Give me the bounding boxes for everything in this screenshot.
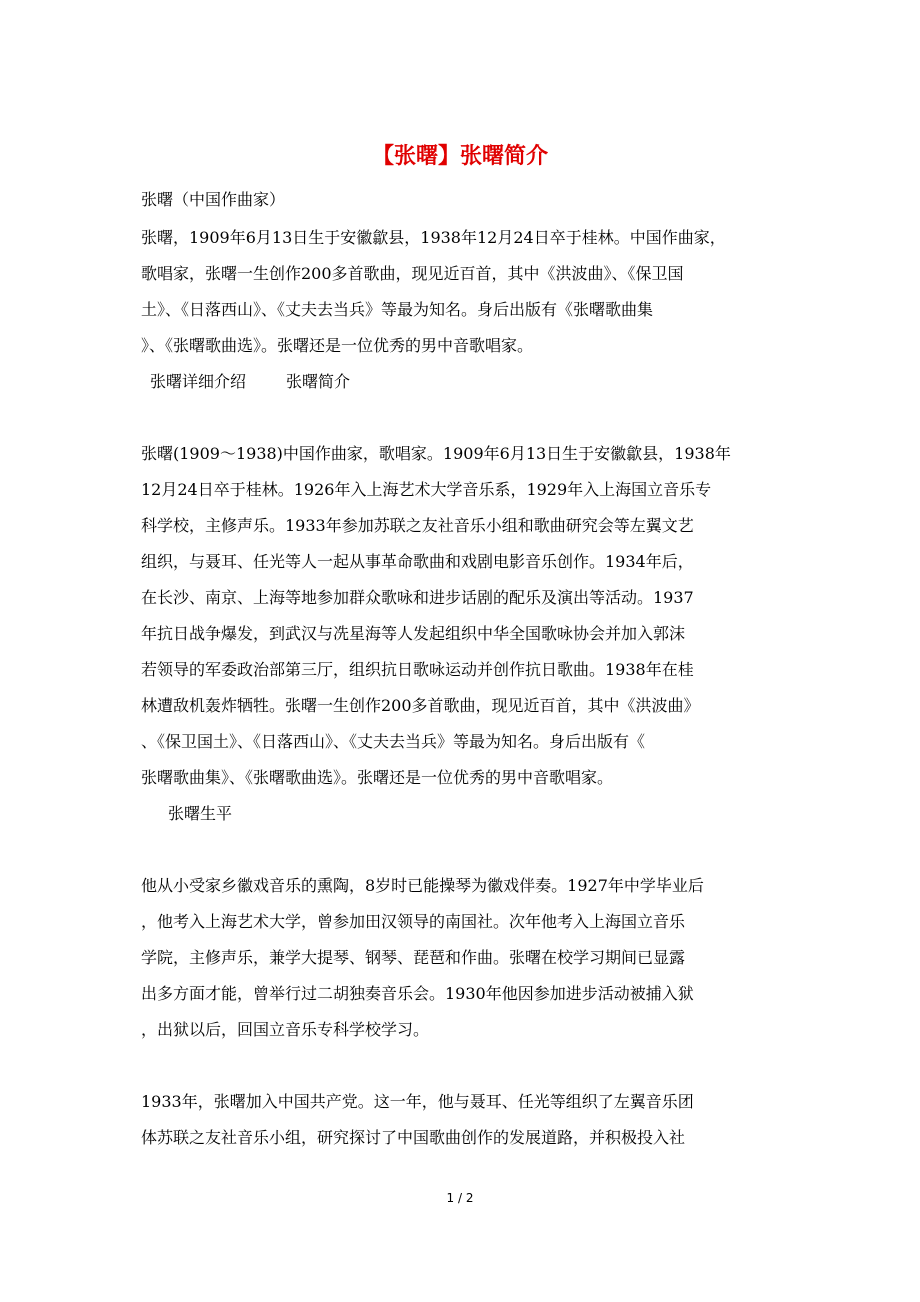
sub-links xyxy=(150,370,790,394)
life-line: ，出狱以后，回国立音乐专科学校学习。 xyxy=(141,1020,430,1039)
bio-line: 年抗日战争爆发，到武汉与冼星海等人发起组织中华全国歌咏协会并加入郭沫 xyxy=(141,624,686,643)
brief-link[interactable]: 张曙简介 xyxy=(286,372,351,391)
intro-line: 歌唱家，张曙一生创作200多首歌曲，现见近百首，其中《洪波曲》、《保卫国 xyxy=(141,264,684,283)
life-line: ，他考入上海艺术大学，曾参加田汉领导的南国社。次年他考入上海国立音乐 xyxy=(141,912,686,931)
intro-line: 张曙，1909年6月13日生于安徽歙县，1938年12月24日卒于桂林。中国作曲家， xyxy=(141,228,726,247)
page-indicator: 1 / 2 xyxy=(446,1191,474,1205)
bio-line: 组织，与聂耳、任光等人一起从事革命歌曲和戏剧电影音乐创作。1934年后， xyxy=(141,552,694,571)
party-line: 体苏联之友社音乐小组，研究探讨了中国歌曲创作的发展道路，并积极投入社 xyxy=(141,1128,686,1147)
bio-line: 林遭敌机轰炸牺牲。张曙一生创作200多首歌曲，现见近百首，其中《洪波曲》 xyxy=(141,696,700,715)
bio-line: 、《保卫国土》、《日落西山》、《丈夫去当兵》等最为知名。身后出版有《 xyxy=(141,732,646,751)
subtitle: 张曙（中国作曲家） xyxy=(141,190,286,209)
intro-line: 土》、《日落西山》、《丈夫去当兵》等最为知名。身后出版有《张曙歌曲集 xyxy=(141,300,654,319)
section-heading: 张曙生平 xyxy=(168,804,233,823)
bio-line: 12月24日卒于桂林。1926年入上海艺术大学音乐系，1929年入上海国立音乐专 xyxy=(141,480,712,499)
bio-line: 张曙歌曲集》、《张曙歌曲选》。张曙还是一位优秀的男中音歌唱家。 xyxy=(141,768,614,787)
bio-line: 张曙(1909～1938)中国作曲家，歌唱家。1909年6月13日生于安徽歙县，1938年 xyxy=(141,444,731,463)
life-line: 学院，主修声乐，兼学大提琴、钢琴、琵琶和作曲。张曙在校学习期间已显露 xyxy=(141,948,686,967)
bio-line: 在长沙、南京、上海等地参加群众歌咏和进步话剧的配乐及演出等活动。1937 xyxy=(141,588,694,607)
intro-line: 》、《张曙歌曲选》。张曙还是一位优秀的男中音歌唱家。 xyxy=(141,336,534,355)
party-line: 1933年，张曙加入中国共产党。这一年，他与聂耳、任光等组织了左翼音乐团 xyxy=(141,1092,694,1111)
life-line: 他从小受家乡徽戏音乐的熏陶，8岁时已能操琴为徽戏伴奏。1927年中学毕业后 xyxy=(141,876,704,895)
life-line: 出多方面才能，曾举行过二胡独奏音乐会。1930年他因参加进步活动被捕入狱 xyxy=(141,984,694,1003)
bio-line: 若领导的军委政治部第三厅，组织抗日歌咏运动并创作抗日歌曲。1938年在桂 xyxy=(141,660,694,679)
document-title: 【张曙】张曙简介 xyxy=(371,143,548,169)
detail-link[interactable]: 张曙详细介绍 xyxy=(150,372,247,391)
bio-line: 科学校，主修声乐。1933年参加苏联之友社音乐小组和歌曲研究会等左翼文艺 xyxy=(141,516,694,535)
